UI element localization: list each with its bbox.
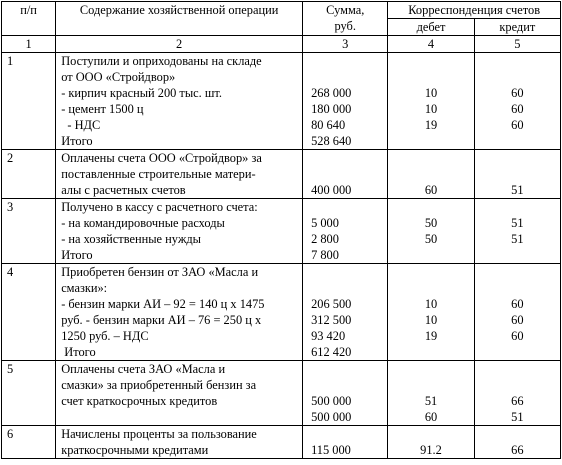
colnum-2 — [56, 36, 303, 53]
credit-account — [475, 166, 560, 182]
operation-text: алы с расчетных счетов — [61, 183, 186, 197]
operation-text-cell — [56, 426, 303, 459]
credit-account: 66 — [511, 443, 524, 457]
amount-value — [311, 426, 387, 442]
header-correspondence-text: Корреспонденция счетов — [408, 3, 541, 17]
row-number-cell — [2, 264, 56, 361]
operation-text: - на хозяйственные нужды — [61, 232, 202, 246]
header-num-text: п/п — [20, 3, 37, 17]
amount-value: 268 000 — [311, 86, 352, 100]
debit-account-cell — [388, 150, 474, 199]
header-sum-line1: Сумма, — [326, 3, 365, 17]
credit-account-cell — [474, 264, 560, 361]
debit-account-cell — [388, 53, 474, 150]
debit-account — [388, 280, 473, 296]
table-row — [2, 53, 561, 150]
header-correspondence — [388, 2, 561, 19]
colnum-4-text: 4 — [427, 37, 435, 51]
debit-account: 50 — [424, 216, 438, 230]
debit-account — [388, 166, 473, 182]
operation-text: Оплачены счета ЗАО «Масла и — [61, 362, 226, 376]
row-number: 4 — [7, 265, 14, 279]
amount-value — [311, 264, 387, 280]
credit-account: 51 — [511, 410, 524, 424]
header-content-text: Содержание хозяйственной операции — [79, 3, 279, 17]
operation-text: Оплачены счета ООО «Стройдвор» за — [61, 151, 262, 165]
operation-text-cell — [56, 264, 303, 361]
amount-value — [311, 361, 387, 377]
amount-value-cell — [303, 199, 388, 264]
debit-account — [388, 53, 473, 69]
amount-value: 180 000 — [311, 102, 352, 116]
operation-text: поставленные строительные матери- — [61, 167, 256, 181]
header-content — [56, 2, 303, 36]
amount-value — [311, 166, 387, 182]
amount-value: 612 420 — [311, 345, 352, 359]
amount-value: 400 000 — [311, 183, 352, 197]
debit-account — [388, 426, 473, 442]
row-number: 1 — [7, 54, 14, 68]
operation-text-cell — [56, 361, 303, 426]
credit-account: 60 — [511, 329, 524, 343]
debit-account: 60 — [424, 410, 438, 424]
operation-text: Приобретен бензин от ЗАО «Масла и — [61, 265, 259, 279]
credit-account: 51 — [511, 232, 524, 246]
column-number-row — [2, 36, 561, 53]
amount-value-cell — [303, 150, 388, 199]
credit-account: 60 — [511, 297, 524, 311]
row-number-cell — [2, 53, 56, 150]
debit-account: 91.2 — [420, 443, 442, 457]
row-number-cell — [2, 426, 56, 459]
operation-text: смазки»: — [61, 281, 108, 295]
operations-table — [1, 1, 561, 459]
amount-value: 7 800 — [311, 248, 339, 262]
credit-account: 51 — [511, 216, 524, 230]
colnum-5-text: 5 — [514, 37, 521, 51]
operation-text: от ООО «Стройдвор» — [61, 70, 176, 84]
amount-value — [311, 377, 387, 393]
header-debit — [388, 19, 474, 36]
colnum-3 — [303, 36, 388, 53]
credit-account — [475, 361, 560, 377]
colnum-1-text: 1 — [25, 37, 32, 51]
debit-account: 60 — [424, 183, 438, 197]
table-body — [2, 53, 561, 459]
operation-text — [61, 409, 302, 425]
credit-account: 51 — [511, 183, 524, 197]
colnum-4 — [388, 36, 474, 53]
table-row — [2, 264, 561, 361]
colnum-5 — [474, 36, 560, 53]
amount-value — [311, 53, 387, 69]
credit-account-cell — [474, 361, 560, 426]
colnum-2-text: 2 — [176, 37, 183, 51]
amount-value: 528 640 — [311, 134, 352, 148]
credit-account — [475, 199, 560, 215]
operation-text: - цемент 1500 ц — [61, 102, 144, 116]
amount-value-cell — [303, 361, 388, 426]
colnum-1 — [2, 36, 56, 53]
row-number-cell — [2, 150, 56, 199]
operation-text: 1250 руб. – НДС — [61, 329, 149, 343]
row-number-cell — [2, 361, 56, 426]
debit-account-cell — [388, 361, 474, 426]
debit-account — [388, 150, 473, 166]
credit-account: 60 — [511, 102, 524, 116]
debit-account — [388, 377, 473, 393]
operation-text: краткосрочными кредитами — [61, 443, 209, 457]
credit-account: 60 — [511, 313, 524, 327]
debit-account: 10 — [424, 313, 438, 327]
debit-account: 50 — [424, 232, 438, 246]
operation-text: Получено в кассу с расчетного счета: — [61, 200, 258, 214]
debit-account: 10 — [424, 102, 438, 116]
header-row-1 — [2, 2, 561, 19]
operation-text: - на командировочные расходы — [61, 216, 225, 230]
row-number: 3 — [7, 200, 14, 214]
credit-account: 66 — [511, 394, 524, 408]
credit-account-cell — [474, 199, 560, 264]
operation-text: смазки» за приобретенный бензин за — [61, 378, 257, 392]
credit-account: 60 — [511, 118, 524, 132]
debit-account — [388, 344, 473, 360]
operation-text-cell — [56, 199, 303, 264]
credit-account — [475, 264, 560, 280]
amount-value-cell — [303, 264, 388, 361]
header-num — [2, 2, 56, 36]
debit-account — [388, 133, 473, 149]
amount-value: 500 000 — [311, 394, 352, 408]
credit-account — [475, 53, 560, 69]
amount-value — [311, 199, 387, 215]
header-sum-line2: руб. — [334, 19, 356, 33]
credit-account — [475, 280, 560, 296]
credit-account — [475, 150, 560, 166]
debit-account-cell — [388, 426, 474, 459]
debit-account — [388, 247, 473, 263]
credit-account-cell — [474, 53, 560, 150]
credit-account: 60 — [511, 86, 524, 100]
colnum-3-text: 3 — [342, 37, 349, 51]
table-row — [2, 199, 561, 264]
debit-account: 10 — [424, 86, 438, 100]
debit-account-cell — [388, 264, 474, 361]
credit-account-cell — [474, 426, 560, 459]
row-number: 2 — [7, 151, 14, 165]
debit-account: 10 — [424, 297, 438, 311]
amount-value: 312 500 — [311, 313, 352, 327]
table-row — [2, 150, 561, 199]
operation-text-cell — [56, 150, 303, 199]
credit-account — [475, 426, 560, 442]
table-row — [2, 426, 561, 459]
amount-value — [311, 280, 387, 296]
credit-account — [475, 247, 560, 263]
row-number: 5 — [7, 362, 14, 376]
operation-text: Начислены проценты за пользование — [61, 427, 257, 441]
operation-text: - кирпич красный 200 тыс. шт. — [61, 86, 222, 100]
debit-account — [388, 264, 473, 280]
header-credit — [474, 19, 560, 36]
credit-account — [475, 69, 560, 85]
debit-account: 51 — [424, 394, 438, 408]
operation-text: - НДС — [61, 118, 101, 132]
credit-account-cell — [474, 150, 560, 199]
operation-text-cell — [56, 53, 303, 150]
amount-value — [311, 150, 387, 166]
header-sum — [303, 2, 388, 36]
credit-account — [475, 344, 560, 360]
operation-text: Итого — [61, 345, 96, 359]
operation-text: - бензин марки АИ – 92 = 140 ц х 1475 — [61, 297, 265, 311]
amount-value-cell — [303, 426, 388, 459]
operation-text: Итого — [61, 248, 93, 262]
amount-value: 5 000 — [311, 216, 339, 230]
amount-value — [311, 69, 387, 85]
header-credit-text: кредит — [499, 20, 536, 34]
amount-value: 80 640 — [311, 118, 346, 132]
debit-account — [388, 361, 473, 377]
operation-text: счет краткосрочных кредитов — [61, 394, 218, 408]
credit-account — [475, 133, 560, 149]
debit-account: 19 — [424, 329, 438, 343]
row-number-cell — [2, 199, 56, 264]
credit-account — [475, 377, 560, 393]
amount-value: 2 800 — [311, 232, 339, 246]
operation-text: руб. - бензин марки АИ – 76 = 250 ц х — [61, 313, 262, 327]
operation-text: Поступили и оприходованы на складе — [61, 54, 262, 68]
table-row — [2, 361, 561, 426]
row-number: 6 — [7, 427, 14, 441]
amount-value: 500 000 — [311, 410, 352, 424]
amount-value: 115 000 — [311, 443, 351, 457]
debit-account-cell — [388, 199, 474, 264]
amount-value-cell — [303, 53, 388, 150]
amount-value: 93 420 — [311, 329, 346, 343]
amount-value: 206 500 — [311, 297, 352, 311]
operation-text: Итого — [61, 134, 93, 148]
debit-account — [388, 199, 473, 215]
debit-account — [388, 69, 473, 85]
header-debit-text: дебет — [416, 20, 446, 34]
debit-account: 19 — [424, 118, 438, 132]
